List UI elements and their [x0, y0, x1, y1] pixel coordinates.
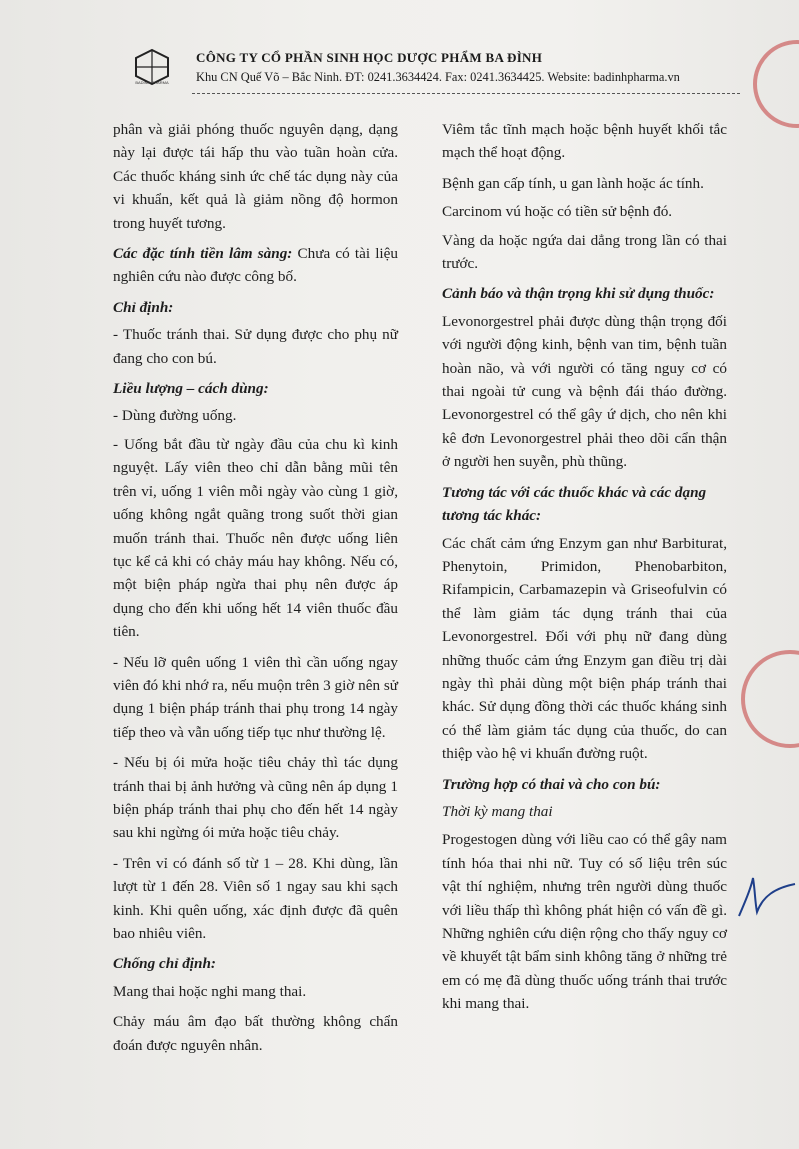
paragraph: - Nếu bị ói mửa hoặc tiêu chảy thì tác dụng tránh thai bị ảnh hưởng và cũng nên áp dụng 1 biện pháp tránh thai phụ cho đến hết 14 ngày sau khi ngừng ói mửa hoặc tiêu chảy.	[113, 754, 398, 842]
paragraph: Chảy máu âm đạo bất thường không chẩn đoán được nguyên nhân.	[113, 1013, 398, 1054]
paragraph: Mang thai hoặc nghi mang thai.	[113, 982, 307, 1000]
red-stamp-bottom	[741, 650, 799, 748]
left-column	[113, 118, 398, 1064]
section-heading: Chỉ định:	[113, 298, 174, 316]
company-contact: Khu CN Quế Võ – Bắc Ninh. ĐT: 0241.3634424. Fax: 0241.3634425. Website: badinhpharma.vn	[196, 70, 680, 84]
section-heading: Chống chỉ định:	[113, 955, 216, 973]
subsection-heading: Thời kỳ mang thai	[442, 802, 553, 820]
paragraph: - Nếu lỡ quên uống 1 viên thì cần uống ngay viên đó khi nhớ ra, nếu muộn trên 3 giờ nên sử dụng 1 biện pháp tránh thai phụ trong 14 ngày tiếp theo và vẫn uống tiếp tục như thường lệ.	[113, 653, 398, 741]
company-logo	[130, 48, 174, 92]
paragraph: Carcinom vú hoặc có tiền sử bệnh đó.	[442, 203, 673, 221]
paragraph: Chưa có tài liệu nghiên cứu nào được công bố.	[113, 245, 398, 286]
right-column	[442, 118, 727, 1023]
section-heading: Cảnh báo và thận trọng khi sử dụng thuốc:	[442, 285, 715, 303]
paragraph: - Dùng đường uống.	[113, 407, 237, 425]
section-heading: Trường hợp có thai và cho con bú:	[442, 775, 661, 793]
logo-caption: BADINH PHARMA	[135, 80, 169, 85]
paragraph: phân và giải phóng thuốc nguyên dạng, dạng này lại được tái hấp thu vào tuần hoàn cửa. Các thuốc kháng sinh ức chế tác dụng này của vi khuẩn, kết quả là giảm nồng độ hormon trong huyết tương.	[113, 121, 398, 232]
paragraph: Viêm tắc tĩnh mạch hoặc bệnh huyết khối tắc mạch thể hoạt động.	[442, 121, 727, 162]
paragraph: Các chất cảm ứng Enzym gan như Barbiturat, Phenytoin, Primidon, Phenobarbiton, Rifampicin, Carbamazepin và Griseofulvin có thể làm giảm tác dụng tránh thai của Levonorgestrel. Đối với phụ nữ đang dùng những thuốc cảm ứng Enzym gan điều trị dài ngày thì phải dùng một biện pháp tránh thai khác. Sử dụng đồng thời các thuốc kháng sinh có thể làm giảm tác dụng của thuốc, do can thiệp vào hệ vi khuẩn đường ruột.	[442, 534, 727, 763]
header-divider	[192, 93, 740, 94]
paragraph: Levonorgestrel phải được dùng thận trọng đối với người động kinh, bệnh van tim, bệnh tuần hoàn não, và với người có tăng nguy cơ có thai ngoài tử cung và bệnh đái tháo đường. Levonorgestrel có thể gây ứ dịch, cho nên khi kê đơn Levonorgestrel phải theo dõi cẩn thận ở người hen suyễn, phù thũng.	[442, 312, 727, 471]
paragraph: - Thuốc tránh thai. Sử dụng được cho phụ nữ đang cho con bú.	[113, 326, 398, 367]
section-heading: Tương tác với các thuốc khác và các dạng tương tác khác:	[442, 483, 707, 525]
section-heading: Liều lượng – cách dùng:	[113, 380, 269, 398]
paragraph: - Uống bắt đầu từ ngày đầu của chu kì kinh nguyệt. Lấy viên theo chỉ dẫn bằng mũi tên trên vỉ, uống 1 viên mỗi ngày vào cùng 1 giờ, uống không ngắt quãng trong suốt thời gian muốn tránh thai. Thuốc nên được uống liên tục kể cả khi có chảy máu hay không. Nếu có, một biện pháp ngừa thai phụ nên được áp dụng cho đến khi uống hết 14 viên thuốc đầu tiên.	[113, 435, 398, 641]
red-stamp-top	[753, 40, 799, 128]
section-heading: Các đặc tính tiền lâm sàng:	[113, 245, 293, 263]
letterhead	[130, 44, 742, 98]
company-name: CÔNG TY CỔ PHẦN SINH HỌC DƯỢC PHẨM BA ĐÌNH	[196, 50, 543, 65]
paragraph: Vàng da hoặc ngứa dai dẳng trong lần có thai trước.	[442, 231, 727, 273]
preclinical-section	[113, 242, 398, 289]
signature-mark	[735, 872, 799, 922]
paragraph: - Trên vỉ có đánh số từ 1 – 28. Khi dùng, lần lượt từ 1 đến 28. Viên số 1 ngay sau khi sạch kinh. Khi quên uống, xác định được đã quên bao nhiêu viên.	[113, 854, 398, 942]
paragraph: Progestogen dùng với liều cao có thể gây nam tính hóa thai nhi nữ. Tuy có số liệu trên súc vật thí nghiệm, nhưng trên người dùng thuốc với liều thấp thì không phát hiện có vấn đề gì. Những nghiên cứu diện rộng cho thấy nguy cơ về khuyết tật bẩm sinh không tăng ở những trẻ em có mẹ đã dùng thuốc uống tránh thai trước khi mang thai.	[442, 831, 727, 1013]
paragraph: Bệnh gan cấp tính, u gan lành hoặc ác tính.	[442, 174, 704, 192]
